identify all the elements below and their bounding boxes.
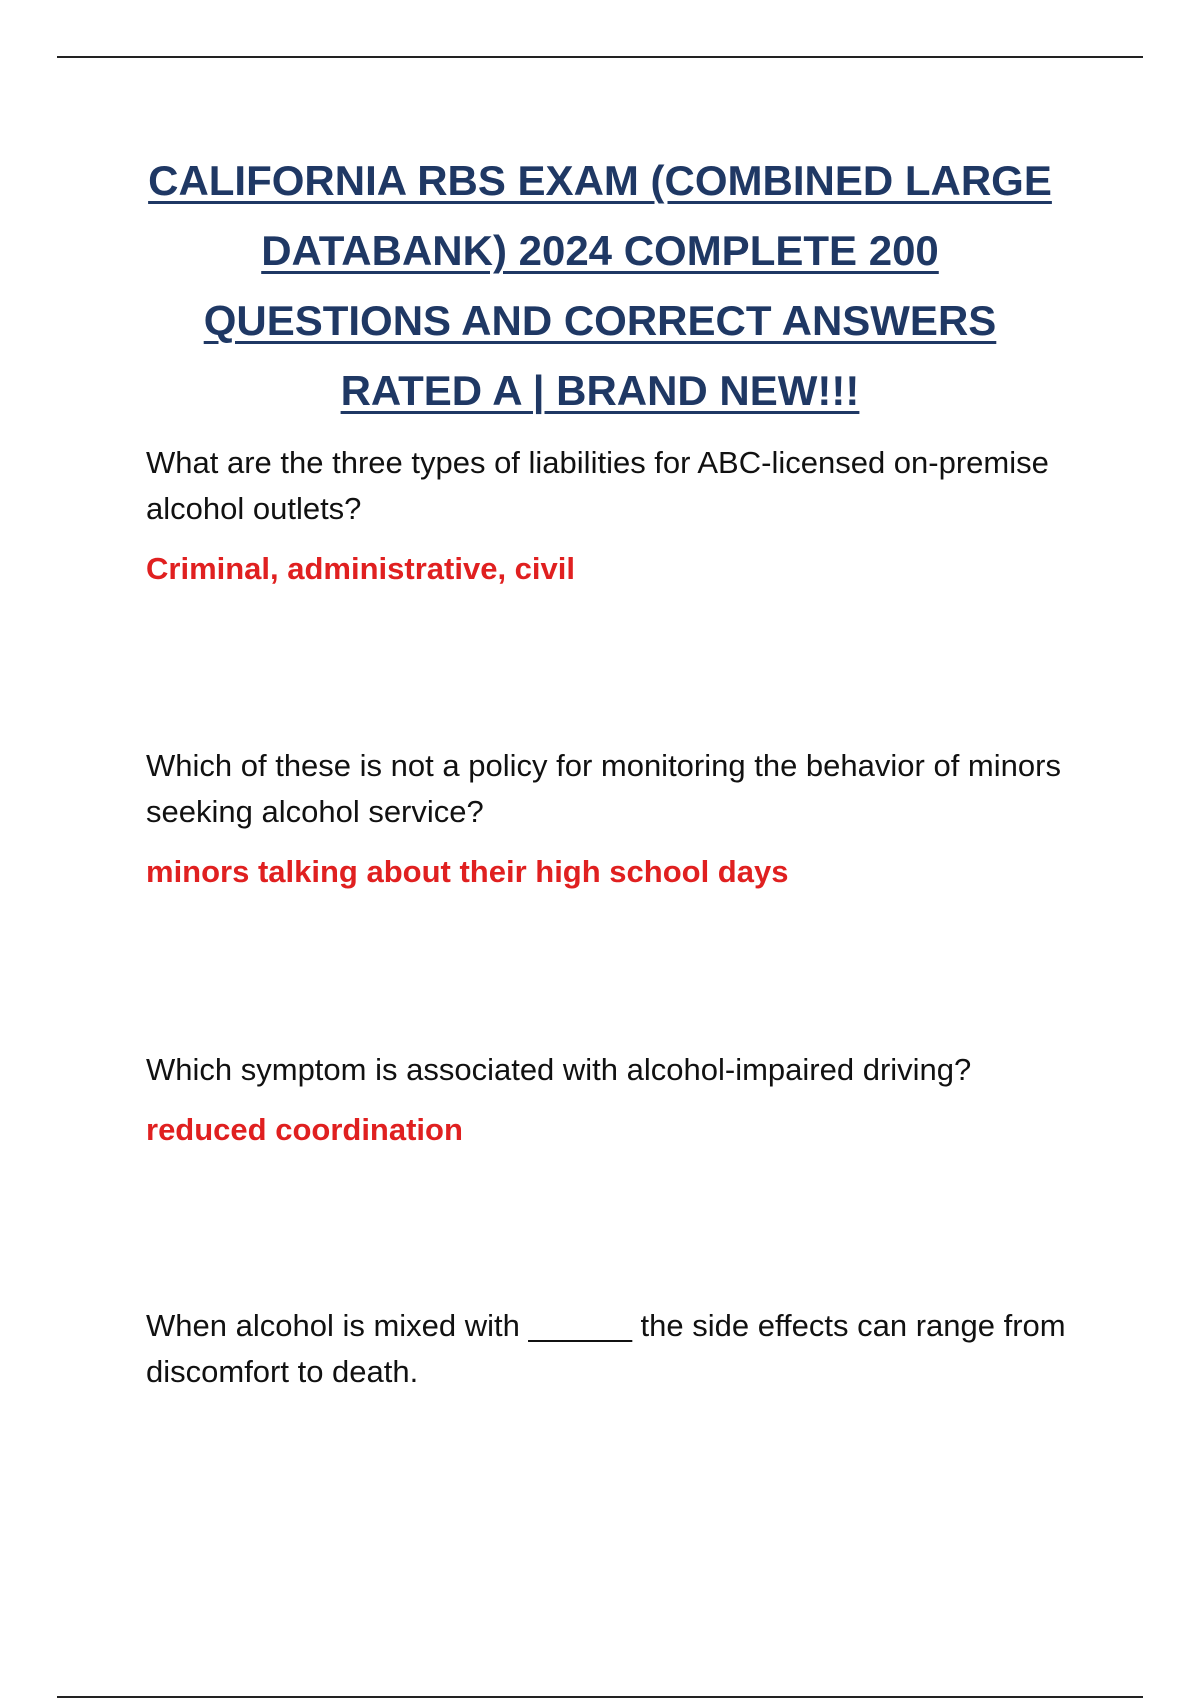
- title-line: [100, 356, 1100, 426]
- question-text: Which of these is not a policy for monitoring the behavior of minors seeking alcohol service?: [146, 748, 1061, 829]
- question-text: What are the three types of liabilities for ABC-licensed on-premise alcohol outlets?: [146, 445, 1049, 526]
- qa-item: [146, 440, 1076, 592]
- title-line: [100, 286, 1100, 356]
- title-line-text: RATED A | BRAND NEW!!!: [340, 367, 860, 414]
- top-rule: [57, 56, 1143, 58]
- qa-item: [146, 1303, 1076, 1395]
- answer-text: reduced coordination: [146, 1112, 463, 1147]
- answer-text: Criminal, administrative, civil: [146, 551, 575, 586]
- qa-item: [146, 743, 1076, 895]
- title-line-text: QUESTIONS AND CORRECT ANSWERS: [203, 297, 997, 344]
- question-text: Which symptom is associated with alcohol-impaired driving?: [146, 1052, 972, 1087]
- title-line-text: DATABANK) 2024 COMPLETE 200: [261, 227, 939, 274]
- qa-item: [146, 1047, 1076, 1153]
- title-line: [100, 146, 1100, 216]
- question-text: When alcohol is mixed with ______ the side effects can range from discomfort to death.: [146, 1308, 1066, 1389]
- title-line: [100, 216, 1100, 286]
- bottom-rule: [57, 1696, 1143, 1698]
- title-line-text: CALIFORNIA RBS EXAM (COMBINED LARGE: [148, 157, 1052, 204]
- answer-text: minors talking about their high school days: [146, 854, 789, 889]
- document-title: [100, 146, 1100, 426]
